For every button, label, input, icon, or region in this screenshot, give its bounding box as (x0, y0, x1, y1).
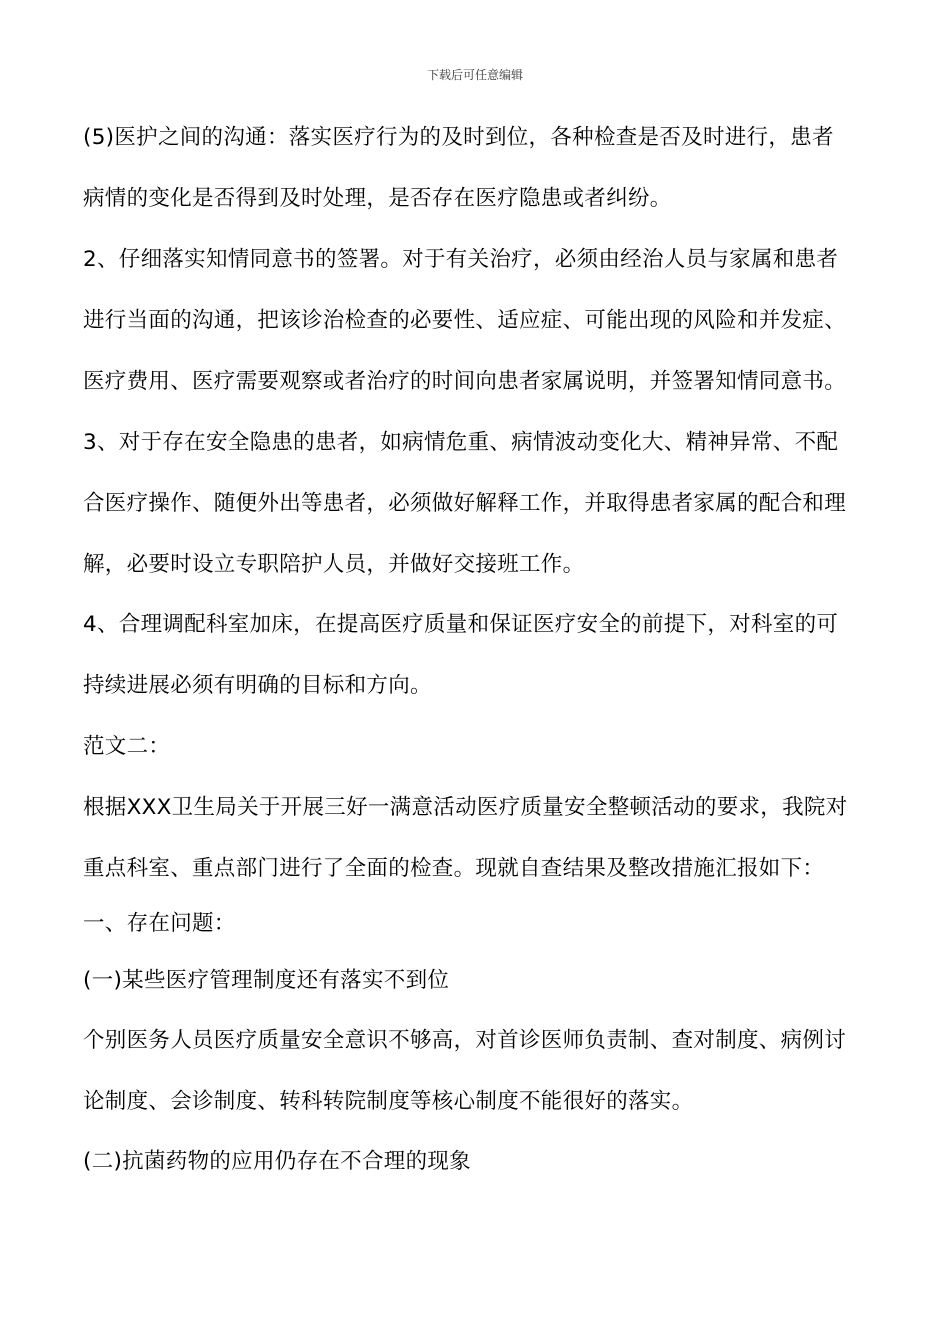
page-header: 下载后可任意编辑 (426, 68, 523, 82)
subsection-heading: (一)某些医疗管理制度还有落实不到位 (83, 968, 450, 993)
text-line: 解，必要时设立专职陪护人员，并做好交接班工作。 (83, 552, 585, 577)
text-line: 重点科室、重点部门进行了全面的检查。现就自查结果及整改措施汇报如下： (83, 856, 825, 881)
text-line: (5)医护之间的沟通：落实医疗行为的及时到位，各种检查是否及时进行，患者 (83, 125, 834, 150)
text-line: 合医疗操作、随便外出等患者，必须做好解释工作，并取得患者家属的配合和理 (83, 491, 847, 516)
text-line: 论制度、会诊制度、转科转院制度等核心制度不能很好的落实。 (83, 1089, 694, 1114)
text-line: 医疗费用、医疗需要观察或者治疗的时间向患者家属说明，并签署知情同意书。 (83, 369, 847, 394)
section-heading: 一、存在问题： (83, 911, 236, 936)
text-line: 2、仔细落实知情同意书的签署。对于有关治疗，必须由经治人员与家属和患者 (83, 247, 839, 272)
section-heading: 范文二： (83, 734, 171, 759)
text-line: 4、合理调配科室加床，在提高医疗质量和保证医疗安全的前提下，对科室的可 (83, 612, 839, 637)
text-line: 根据XXX卫生局关于开展三好一满意活动医疗质量安全整顿活动的要求，我院对 (83, 795, 848, 820)
text-line: 持续进展必须有明确的目标和方向。 (83, 673, 432, 698)
text-line: 个别医务人员医疗质量安全意识不够高，对首诊医师负责制、查对制度、病例讨 (83, 1028, 847, 1053)
text-line: 病情的变化是否得到及时处理，是否存在医疗隐患或者纠纷。 (83, 186, 672, 211)
text-line: 3、对于存在安全隐患的患者，如病情危重、病情波动变化大、精神异常、不配 (83, 430, 839, 455)
text-line: 进行当面的沟通，把该诊治检查的必要性、适应症、可能出现的风险和并发症、 (83, 308, 847, 333)
subsection-heading: (二)抗菌药物的应用仍存在不合理的现象 (83, 1149, 471, 1174)
